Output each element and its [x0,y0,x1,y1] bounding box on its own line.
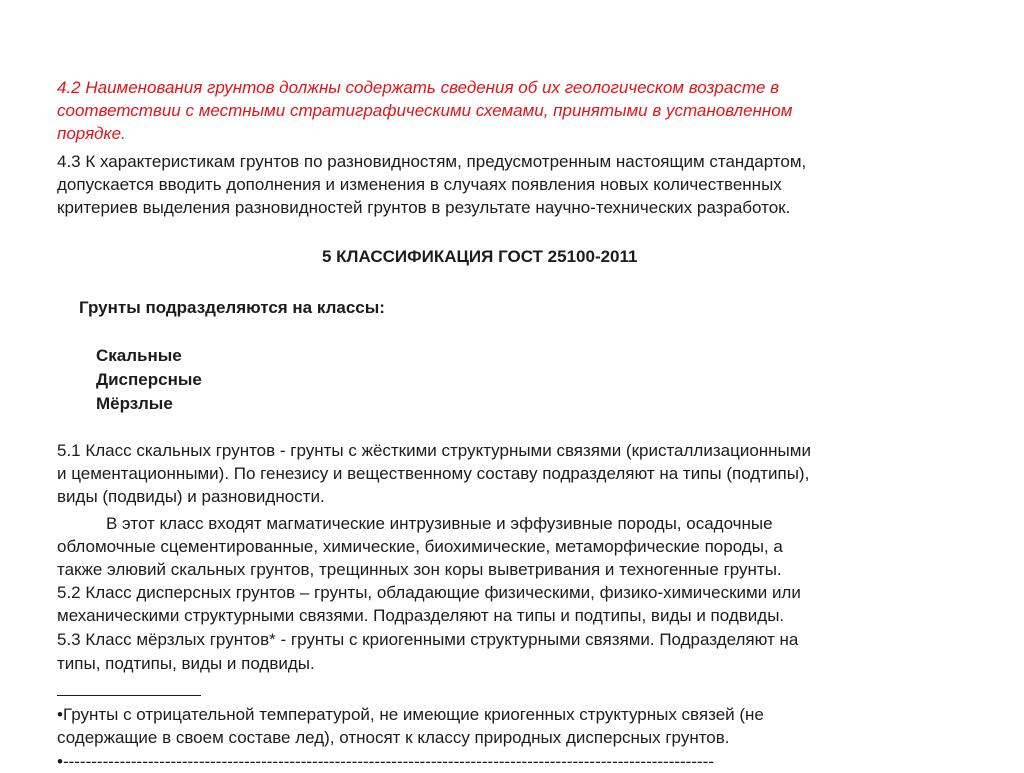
paragraph-5-1-line-1: 5.1 Класс скальных грунтов - грунты с жёсткими структурными связями (кристаллизационными [57,441,811,460]
class-item-frozen: Мёрзлые [96,394,173,413]
paragraph-5-1-extra-line-2: обломочные сцементированные, химические, биохимические, метаморфические породы, а [57,537,783,556]
paragraph-5-3-line-1: 5.3 Класс мёрзлых грунтов* - грунты с криогенными структурными связями. Подразделяют на [57,630,799,649]
classes-intro: Грунты подразделяются на классы: [79,298,385,317]
paragraph-4-2-line-2: соответствии с местными стратиграфическими схемами, принятыми в установленном [57,101,793,120]
paragraph-5-1-line-3: виды (подвиды) и разновидности. [57,487,325,506]
footnote-line-1: •Грунты с отрицательной температурой, не имеющие криогенных структурных связей (не [57,705,764,724]
footnote-dash-line: •------------------------------------------------------------------------------------------------------------------- [57,752,714,771]
paragraph-4-2-line-3: порядке. [57,124,126,143]
footnote-line-2: содержащие в своем составе лед), относят к классу природных дисперсных грунтов. [57,728,730,747]
class-item-dispersed: Дисперсные [96,370,202,389]
paragraph-5-1-extra-line-1: В этот класс входят магматические интрузивные и эффузивные породы, осадочные [106,514,773,533]
paragraph-5-2-line-2: механическими структурными связями. Подразделяют на типы и подтипы, виды и подвиды. [57,606,785,625]
paragraph-4-3-line-3: критериев выделения разновидностей грунтов в результате научно-технических разработок. [57,198,791,217]
paragraph-5-2-line-1: 5.2 Класс дисперсных грунтов – грунты, обладающие физическими, физико-химическими или [57,583,801,602]
paragraph-5-1-extra-line-3: также элювий скальных грунтов, трещинных зон коры выветривания и техногенные грунты. [57,560,782,579]
paragraph-4-3-line-1: 4.3 К характеристикам грунтов по разновидностям, предусмотренным настоящим стандартом, [57,152,807,171]
paragraph-5-1-line-2: и цементационными). По генезису и вещественному составу подразделяют на типы (подтипы), [57,464,810,483]
paragraph-4-3-line-2: допускается вводить дополнения и изменения в случаях появления новых количественных [57,175,782,194]
paragraph-5-3-line-2: типы, подтипы, виды и подвиды. [57,654,315,673]
footnote-rule [57,695,201,696]
section-heading: 5 КЛАССИФИКАЦИЯ ГОСТ 25100-2011 [322,247,638,266]
class-item-rock: Скальные [96,346,182,365]
paragraph-4-2-line-1: 4.2 Наименования грунтов должны содержать сведения об их геологическом возрасте в [57,78,780,97]
